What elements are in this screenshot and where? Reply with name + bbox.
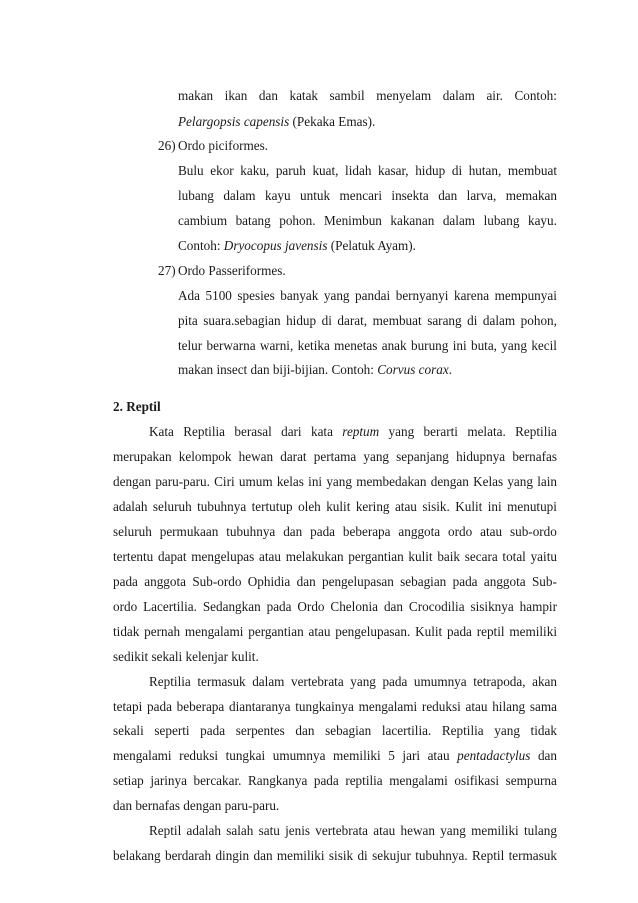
word: pertama bbox=[313, 449, 357, 464]
word: di bbox=[357, 848, 368, 863]
word: dalam bbox=[223, 188, 256, 203]
word: pada bbox=[447, 624, 472, 639]
word: berdarah bbox=[164, 848, 212, 863]
text-line bbox=[113, 573, 557, 591]
word: seperti bbox=[154, 723, 190, 738]
word: akan bbox=[532, 674, 557, 689]
word: secara bbox=[464, 549, 498, 564]
word: belakang bbox=[113, 848, 161, 863]
word: reptil bbox=[476, 624, 505, 639]
word: Menimbun bbox=[324, 213, 382, 228]
word: menetas bbox=[334, 338, 378, 353]
word: lacertilia. bbox=[381, 723, 432, 738]
word: umumnya bbox=[413, 674, 467, 689]
word: pergantian bbox=[248, 624, 304, 639]
word: ikan bbox=[224, 88, 248, 103]
word: 5 bbox=[388, 748, 395, 763]
word: Sub- bbox=[531, 574, 557, 589]
word: memakan bbox=[505, 188, 557, 203]
text-line bbox=[178, 87, 557, 105]
word: atau bbox=[308, 624, 331, 639]
word: umum bbox=[238, 474, 273, 489]
word: dan bbox=[253, 848, 273, 863]
word: anggota bbox=[398, 524, 441, 539]
text-line bbox=[113, 698, 557, 716]
word: Ada bbox=[178, 288, 200, 303]
word: salah bbox=[226, 823, 254, 838]
word: vertebrata bbox=[290, 674, 344, 689]
word: diantaranya bbox=[229, 699, 291, 714]
word: anggota bbox=[144, 574, 186, 589]
text-line bbox=[113, 623, 557, 641]
word: pada bbox=[200, 723, 226, 738]
word: sebagian bbox=[325, 723, 372, 738]
word: membuat bbox=[372, 313, 422, 328]
word: jarinya bbox=[150, 773, 187, 788]
word: dan bbox=[283, 524, 303, 539]
word: batang bbox=[235, 213, 271, 228]
word: tetrapoda, bbox=[473, 674, 526, 689]
list-item-title: Ordo piciformes. bbox=[178, 138, 269, 153]
word: setiap bbox=[113, 773, 144, 788]
word: dan bbox=[258, 88, 278, 103]
word: Bulu bbox=[178, 163, 204, 178]
word: kering bbox=[355, 499, 390, 514]
word: telur bbox=[178, 338, 203, 353]
word: tidak bbox=[530, 723, 557, 738]
word: yang bbox=[326, 474, 352, 489]
word: atau bbox=[480, 524, 503, 539]
species-name: Corvus corax bbox=[377, 362, 449, 377]
word: sempurna bbox=[505, 773, 557, 788]
word: memiliki bbox=[509, 624, 557, 639]
word: menutupi bbox=[507, 499, 557, 514]
list-item-title: Ordo Passeriformes. bbox=[178, 263, 286, 278]
word: Kelas bbox=[473, 474, 504, 489]
word: spesies bbox=[237, 288, 275, 303]
word: berwarna bbox=[206, 338, 256, 353]
text-line bbox=[178, 287, 557, 305]
word: bercakar. bbox=[193, 773, 242, 788]
word: dapat bbox=[158, 549, 187, 564]
word: makan bbox=[178, 88, 214, 103]
text-line bbox=[178, 312, 557, 330]
word: yang bbox=[501, 338, 527, 353]
word: yang bbox=[507, 474, 533, 489]
word: pada bbox=[313, 773, 339, 788]
word: dan bbox=[295, 723, 315, 738]
word: hutan, bbox=[468, 163, 502, 178]
word: termasuk bbox=[508, 848, 557, 863]
word: mempunyai bbox=[494, 288, 557, 303]
word: ordo bbox=[113, 599, 138, 614]
word: pohon, bbox=[520, 313, 557, 328]
word: sub-ordo bbox=[509, 524, 557, 539]
word: membedakan bbox=[356, 474, 427, 489]
word: reduksi bbox=[421, 699, 461, 714]
word: burung bbox=[410, 338, 449, 353]
word: katak bbox=[289, 88, 319, 103]
text-line: sedikit sekali kelenjar kulit. bbox=[113, 649, 259, 664]
word: pada bbox=[452, 574, 478, 589]
word: kata bbox=[310, 424, 333, 439]
word: Reptilia bbox=[515, 424, 557, 439]
word: yang bbox=[323, 288, 350, 303]
word: Reptilia bbox=[441, 723, 484, 738]
text-line bbox=[149, 822, 557, 840]
word: pada bbox=[147, 699, 172, 714]
word: pada bbox=[382, 674, 408, 689]
word: bernyanyi bbox=[395, 288, 449, 303]
text-line bbox=[113, 772, 557, 790]
word: Kulit bbox=[455, 499, 483, 514]
word: pergantian bbox=[348, 549, 404, 564]
word: buta, bbox=[470, 338, 497, 353]
word: lubang bbox=[483, 213, 520, 228]
word: kaku, bbox=[240, 163, 270, 178]
word: hewan bbox=[400, 823, 435, 838]
word: kayu bbox=[264, 188, 291, 203]
text-line bbox=[113, 473, 557, 491]
word: jari bbox=[402, 748, 420, 763]
word: yang bbox=[440, 823, 466, 838]
word: satu bbox=[258, 823, 280, 838]
word: Sub-ordo bbox=[192, 574, 242, 589]
word: yang bbox=[494, 723, 520, 738]
word: larva, bbox=[466, 188, 497, 203]
word: tertentu bbox=[113, 549, 154, 564]
word: tubuhnya bbox=[226, 524, 276, 539]
word: dengan bbox=[430, 474, 469, 489]
word: yang bbox=[363, 449, 390, 464]
word: untuk bbox=[300, 188, 331, 203]
word: termasuk bbox=[197, 674, 246, 689]
word: dalam bbox=[252, 674, 285, 689]
word: reptum bbox=[342, 424, 380, 439]
word: sisiknya bbox=[470, 599, 514, 614]
text-line bbox=[178, 337, 557, 355]
word: serpentes bbox=[235, 723, 285, 738]
word: Ophidia bbox=[247, 574, 291, 589]
word: Sedangkan bbox=[202, 599, 261, 614]
word: di bbox=[321, 313, 332, 328]
word: mengalami bbox=[389, 773, 448, 788]
word: ini bbox=[308, 474, 323, 489]
word: dalam bbox=[482, 313, 516, 328]
word: berarti bbox=[423, 424, 458, 439]
word: Ciri bbox=[214, 474, 235, 489]
word: hewan bbox=[238, 449, 274, 464]
word: sekali bbox=[113, 723, 144, 738]
word: beberapa bbox=[176, 699, 225, 714]
word: Crocodilia bbox=[408, 599, 465, 614]
text-line: Contoh: Dryocopus javensis (Pelatuk Ayam). bbox=[178, 238, 416, 253]
word: pada bbox=[310, 524, 336, 539]
word: 5100 bbox=[205, 288, 232, 303]
word: Reptil bbox=[149, 823, 182, 838]
word: adalah bbox=[186, 823, 221, 838]
word: kayu. bbox=[527, 213, 557, 228]
word: kecil bbox=[531, 338, 557, 353]
word: Chelonia bbox=[330, 599, 379, 614]
text-line bbox=[149, 673, 557, 691]
word: dan bbox=[438, 188, 458, 203]
word: pita bbox=[178, 313, 198, 328]
word: Reptilia bbox=[183, 424, 226, 439]
word: sekujur bbox=[372, 848, 411, 863]
word: lidah bbox=[345, 163, 372, 178]
word: membuat bbox=[507, 163, 557, 178]
word: beberapa bbox=[342, 524, 391, 539]
list-number: 26) bbox=[158, 138, 176, 153]
word: melata. bbox=[467, 424, 506, 439]
word: tubuhnya bbox=[197, 499, 247, 514]
word: melakukan bbox=[285, 549, 344, 564]
word: tungkai bbox=[225, 748, 266, 763]
word: ini bbox=[487, 499, 502, 514]
species-name: Pelargopsis capensis bbox=[178, 114, 290, 129]
word: ekor bbox=[210, 163, 234, 178]
word: hampir bbox=[519, 599, 557, 614]
word: berasal bbox=[234, 424, 272, 439]
word: kasar, bbox=[378, 163, 409, 178]
word: lubang bbox=[178, 188, 214, 203]
word: pada bbox=[266, 599, 292, 614]
word: kelompok bbox=[178, 449, 232, 464]
word: insekta bbox=[391, 188, 429, 203]
word: tidak bbox=[113, 624, 140, 639]
word: pernah bbox=[144, 624, 181, 639]
word: yaitu bbox=[530, 549, 557, 564]
word: sambil bbox=[329, 88, 365, 103]
text-line bbox=[113, 847, 557, 865]
text-line bbox=[178, 187, 557, 205]
word: permukaan bbox=[159, 524, 219, 539]
text-line: makan insect dan biji-bijian. Contoh: Corvus corax. bbox=[178, 362, 452, 377]
section-heading: 2. Reptil bbox=[113, 399, 161, 414]
word: pohon. bbox=[279, 213, 316, 228]
word: paruh bbox=[275, 163, 306, 178]
word: tungkainya bbox=[295, 699, 354, 714]
word: dalam bbox=[442, 88, 475, 103]
word: darat, bbox=[337, 313, 368, 328]
word: vertebrata bbox=[315, 823, 368, 838]
word: reptilia bbox=[345, 773, 383, 788]
word: merupakan bbox=[113, 449, 172, 464]
word: atau bbox=[427, 748, 450, 763]
species-name: Dryocopus javensis bbox=[223, 238, 328, 253]
text-line bbox=[113, 722, 557, 740]
word: mengalami bbox=[358, 699, 418, 714]
word: hidup bbox=[286, 313, 317, 328]
word: di bbox=[451, 163, 463, 178]
word: dan bbox=[537, 748, 557, 763]
word: seluruh bbox=[113, 524, 152, 539]
word: Reptilia bbox=[149, 674, 191, 689]
word: kelas bbox=[276, 474, 304, 489]
word: yang bbox=[388, 424, 415, 439]
word: banyak bbox=[280, 288, 319, 303]
word: sarang bbox=[427, 313, 462, 328]
list-number: 27) bbox=[158, 263, 176, 278]
word: sama bbox=[529, 699, 557, 714]
word: sepanjang bbox=[396, 449, 449, 464]
word: reduksi bbox=[179, 748, 218, 763]
word: sisik bbox=[328, 848, 354, 863]
word: pandai bbox=[355, 288, 391, 303]
word: pentadactylus bbox=[457, 748, 531, 763]
word: mengelupas bbox=[191, 549, 255, 564]
word: kulit bbox=[326, 499, 351, 514]
text-line bbox=[178, 162, 557, 180]
word: seluruh bbox=[152, 499, 192, 514]
word: kuat, bbox=[312, 163, 339, 178]
word: umumnya bbox=[272, 748, 326, 763]
word: memiliki bbox=[333, 748, 381, 763]
word: ketika bbox=[297, 338, 330, 353]
word: tertutup bbox=[251, 499, 293, 514]
text-line bbox=[113, 548, 557, 566]
word: adalah bbox=[113, 499, 148, 514]
word: Rangkanya bbox=[247, 773, 308, 788]
word: Kulit bbox=[415, 624, 443, 639]
word: dari bbox=[281, 424, 302, 439]
word: warni, bbox=[259, 338, 294, 353]
word: kulit bbox=[408, 549, 433, 564]
word: memiliki bbox=[471, 823, 519, 838]
word: paru-paru. bbox=[155, 474, 210, 489]
text-line bbox=[149, 423, 557, 441]
word: anak bbox=[381, 338, 407, 353]
word: total bbox=[502, 549, 526, 564]
word: anggota bbox=[483, 574, 526, 589]
word: ini bbox=[452, 338, 467, 353]
word: air. bbox=[486, 88, 503, 103]
word: sisik. bbox=[422, 499, 450, 514]
word: menyelam bbox=[376, 88, 432, 103]
word: baik bbox=[437, 549, 461, 564]
word: mencari bbox=[339, 188, 382, 203]
word: dan bbox=[296, 574, 316, 589]
word: Ordo bbox=[297, 599, 325, 614]
word: Reptil bbox=[472, 848, 505, 863]
word: atau bbox=[394, 499, 417, 514]
word: pengelupasan bbox=[322, 574, 394, 589]
text-line bbox=[113, 598, 557, 616]
word: oleh bbox=[298, 499, 321, 514]
word: lain bbox=[537, 474, 557, 489]
word: suara.sebagian bbox=[203, 313, 281, 328]
word: hidupnya bbox=[456, 449, 506, 464]
word: dalam bbox=[442, 213, 476, 228]
text-line bbox=[113, 448, 557, 466]
word: pengelupasan. bbox=[335, 624, 411, 639]
word: di bbox=[467, 313, 478, 328]
word: tubuhnya. bbox=[415, 848, 468, 863]
word: atau bbox=[373, 823, 396, 838]
word: tulang bbox=[523, 823, 557, 838]
word: sebagian bbox=[400, 574, 447, 589]
word: Kata bbox=[149, 424, 174, 439]
word: ordo bbox=[448, 524, 473, 539]
text-line: Pelargopsis capensis (Pekaka Emas). bbox=[178, 114, 376, 129]
word: dengan bbox=[113, 474, 152, 489]
word: yang bbox=[350, 674, 376, 689]
word: karena bbox=[453, 288, 490, 303]
word: atau bbox=[259, 549, 281, 564]
text-line bbox=[113, 747, 557, 765]
word: osifikasi bbox=[454, 773, 500, 788]
text-line bbox=[178, 212, 557, 230]
text-line bbox=[113, 523, 557, 541]
word: jenis bbox=[285, 823, 311, 838]
word: dingin bbox=[215, 848, 250, 863]
word: dan bbox=[383, 599, 403, 614]
word: mengalami bbox=[184, 624, 244, 639]
word: darat bbox=[280, 449, 307, 464]
text-line: dan bernafas dengan paru-paru. bbox=[113, 798, 280, 813]
word: Lacertilia. bbox=[143, 599, 197, 614]
word: hilang bbox=[492, 699, 526, 714]
word: bernafas bbox=[512, 449, 557, 464]
word: pada bbox=[113, 574, 138, 589]
word: cambium bbox=[178, 213, 228, 228]
text-line bbox=[113, 498, 557, 516]
word: kakanan bbox=[390, 213, 435, 228]
word: mengalami bbox=[113, 748, 172, 763]
word: hidup bbox=[415, 163, 446, 178]
word: atau bbox=[465, 699, 488, 714]
word: memiliki bbox=[276, 848, 325, 863]
word: Contoh: bbox=[514, 88, 557, 103]
word: tetapi bbox=[113, 699, 143, 714]
